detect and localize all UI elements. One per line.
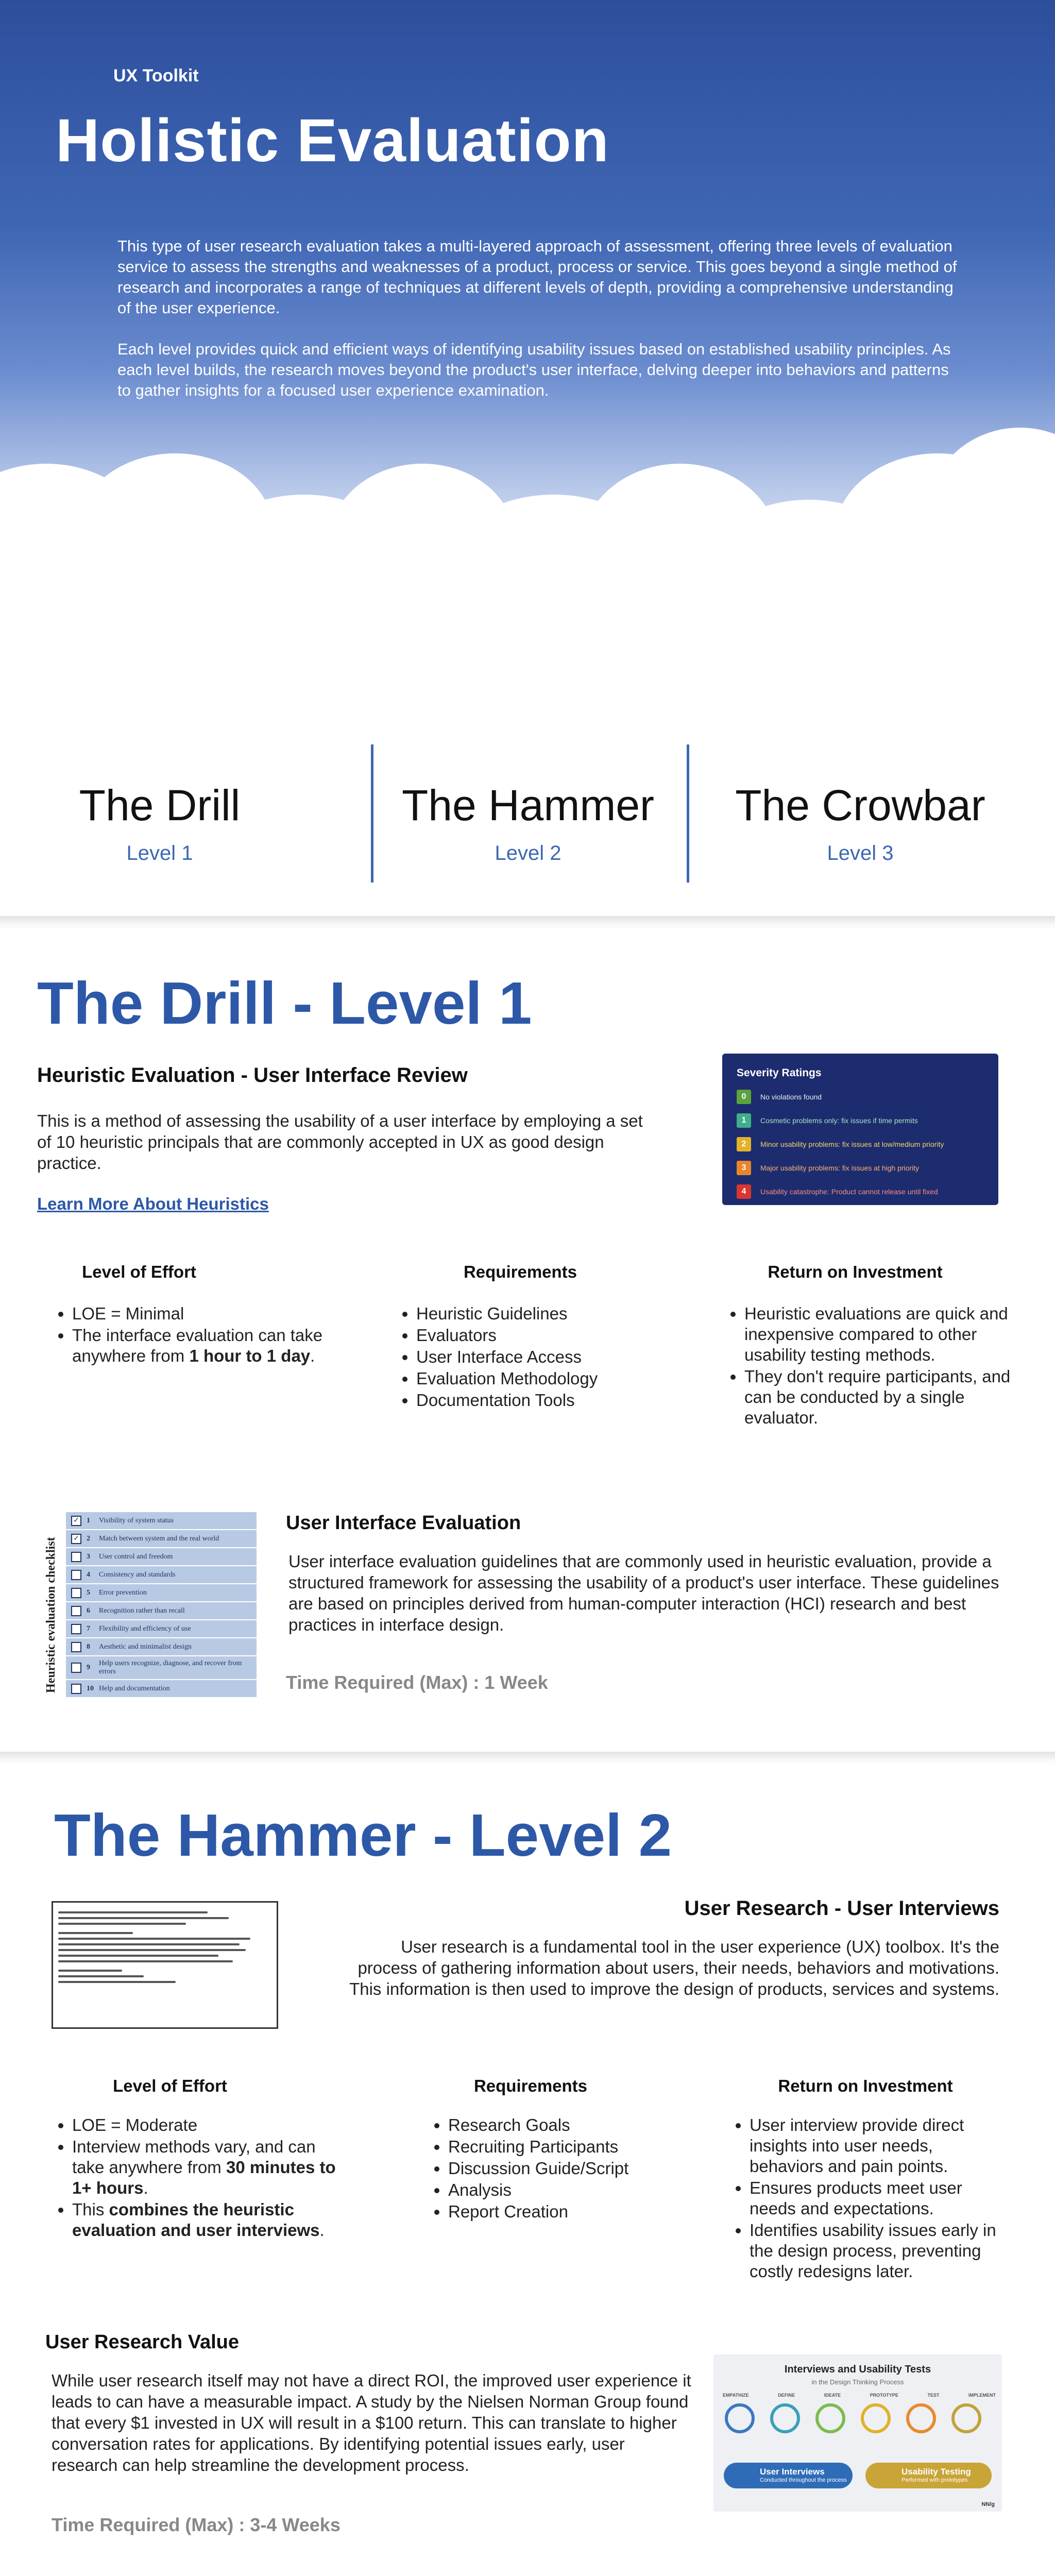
section-description: This is a method of assessing the usability of a user interface by employing a set of 10 heuristic principals that are commonly accepted in UX as good design practice.	[37, 1111, 643, 1173]
hero-paragraph-2: Each level provides quick and efficient ways of identifying usability issues based on established usability principles. As each level builds, the research moves beyond the product's user interface, delving deeper into behaviors and patterns to gather insights for a focused user experience examination.	[117, 340, 951, 399]
checklist-text: Visibility of system status	[99, 1516, 174, 1524]
section-subtitle: Heuristic Evaluation - User Interface Review	[37, 1064, 468, 1087]
checkbox-icon	[71, 1588, 81, 1598]
checklist-text: Recognition rather than recall	[99, 1606, 185, 1615]
requirement-item: • Research Goals	[448, 2115, 685, 2136]
nng-logo: NN/g	[981, 2501, 995, 2507]
stage-label: PROTOTYPE	[870, 2393, 898, 2398]
checklist-text: Flexibility and efficiency of use	[99, 1624, 191, 1633]
checklist-title: Heuristic evaluation checklist	[44, 1537, 58, 1693]
severity-ratings-card	[722, 1054, 998, 1205]
effort-heading: Level of Effort	[113, 2076, 227, 2095]
checklist-item	[66, 1512, 257, 1529]
heuristic-checklist-image	[40, 1502, 267, 1718]
checklist-item	[66, 1656, 257, 1679]
usability-testing-pill	[865, 2463, 992, 2488]
section-divider	[0, 916, 1055, 929]
checklist-number: 5	[87, 1588, 90, 1597]
roi-item: • Identifies usability issues early in the design process, preventing costly redesigns later.	[750, 2220, 1007, 2282]
effort-item: • LOE = Moderate	[72, 2115, 340, 2136]
effort-text: This	[72, 2200, 109, 2219]
severity-number: 4	[737, 1184, 751, 1199]
requirement-item: • Report Creation	[448, 2201, 685, 2222]
severity-row	[737, 1184, 984, 1199]
effort-item	[72, 2137, 340, 2198]
level-name: The Drill	[79, 781, 241, 829]
checkbox-icon	[71, 1684, 81, 1694]
severity-text: Major usability problems: fix issues at high priority	[760, 1164, 920, 1172]
severity-number: 2	[737, 1137, 751, 1151]
requirement-item: • Documentation Tools	[416, 1390, 663, 1411]
roi-heading: Return on Investment	[778, 2076, 953, 2095]
checklist-item	[66, 1620, 257, 1637]
requirement-item: • User Interface Access	[416, 1347, 663, 1367]
infographic-heading: Interviews and Usability Tests	[784, 2364, 931, 2375]
severity-number: 1	[737, 1113, 751, 1128]
page-title: Holistic Evaluation	[56, 107, 609, 175]
checklist-text: Aesthetic and minimalist design	[99, 1642, 192, 1651]
effort-text: .	[310, 1346, 315, 1365]
severity-row	[737, 1137, 984, 1151]
severity-title: Severity Ratings	[737, 1067, 822, 1079]
checklist-text: Consistency and standards	[99, 1570, 176, 1579]
severity-number: 0	[737, 1090, 751, 1104]
checkbox-icon	[71, 1552, 81, 1562]
level-nav-crowbar[interactable]	[726, 781, 994, 865]
level-label: Level 1	[126, 842, 193, 865]
infographic-title	[713, 2364, 1002, 2387]
uie-title: User Interface Evaluation	[286, 1512, 521, 1534]
roi-item: • User interview provide direct insights into user needs, behaviors and pain points.	[750, 2115, 1007, 2177]
uie-description: User interface evaluation guidelines that are commonly used in heuristic evaluation, provide a structured framework for assessing the usability of a product's user interface. These guidelines are based on principles derived from human-computer interaction (HCI) research and best practices in interface design.	[288, 1552, 999, 1634]
effort-item	[72, 1325, 330, 1366]
effort-duration: 1 hour to 1 day	[189, 1346, 311, 1365]
checkbox-icon	[71, 1570, 81, 1580]
effort-list	[52, 1303, 330, 1367]
hero-kicker: UX Toolkit	[113, 66, 199, 86]
roi-list	[724, 1303, 1012, 1429]
requirement-item: • Heuristic Guidelines	[416, 1303, 663, 1324]
stage-label: DEFINE	[778, 2393, 795, 2398]
severity-row	[737, 1113, 984, 1128]
effort-item: • LOE = Minimal	[72, 1303, 330, 1324]
requirements-heading: Requirements	[473, 2076, 588, 2095]
severity-row	[737, 1090, 984, 1104]
value-description: While user research itself may not have a direct ROI, the improved user experience it leads to can have a measurable impact. A study by the Nielsen Norman Group found that every $1 invested in UX will result in a $100 return. This can translate to higher conversation rates for applications. By identifying potential issues early, user research can help streamline the development process.	[52, 2371, 691, 2475]
severity-text: Minor usability problems: fix issues at low/medium priority	[760, 1140, 944, 1148]
checklist-item	[66, 1566, 257, 1583]
level-divider	[371, 744, 373, 883]
hero-banner	[0, 0, 1055, 598]
roi-item: • They don't require participants, and can be conducted by a single evaluator.	[744, 1366, 1012, 1428]
learn-more-heuristics-link[interactable]: Learn More About Heuristics	[37, 1194, 269, 1213]
requirement-item: • Analysis	[448, 2180, 685, 2200]
user-interviews-pill	[724, 2463, 853, 2488]
level-divider	[687, 744, 689, 883]
checklist-number: 8	[87, 1642, 90, 1651]
checklist-number: 7	[87, 1624, 90, 1633]
roi-list	[729, 2115, 1007, 2283]
pill-label: User Interviews	[760, 2467, 825, 2477]
section-title: The Drill - Level 1	[37, 970, 532, 1037]
roi-item: • Ensures products meet user needs and expectations.	[750, 2178, 1007, 2219]
checklist-item	[66, 1638, 257, 1655]
section-subtitle: User Research - User Interviews	[684, 1897, 999, 1920]
severity-row	[737, 1161, 984, 1175]
requirement-item: • Recruiting Participants	[448, 2137, 685, 2157]
requirement-item: • Evaluation Methodology	[416, 1368, 663, 1389]
effort-duration: 30 minutes to 1+ hours	[72, 2158, 336, 2197]
effort-list	[52, 2115, 340, 2242]
checklist-item	[66, 1680, 257, 1697]
checklist-number: 4	[87, 1570, 90, 1579]
level-nav-drill[interactable]	[26, 781, 294, 865]
value-title: User Research Value	[45, 2331, 240, 2353]
time-required: Time Required (Max) : 3-4 Weeks	[52, 2514, 341, 2535]
requirement-item: • Discussion Guide/Script	[448, 2158, 685, 2179]
infographic-subtitle: in the Design Thinking Process	[811, 2378, 904, 2386]
hero-paragraph-1: This type of user research evaluation takes a multi-layered approach of assessment, offering three levels of evaluation service to assess the strengths and weaknesses of a product, process or service. This goes beyond a single method of research and incorporates a range of techniques at different levels of depth, providing a comprehensive understanding of the user experience.	[117, 237, 957, 317]
roi-item: • Heuristic evaluations are quick and inexpensive compared to other usability testing methods.	[744, 1303, 1012, 1365]
level-nav-hammer[interactable]	[394, 781, 662, 865]
time-required: Time Required (Max) : 1 Week	[286, 1672, 548, 1693]
checklist-item	[66, 1530, 257, 1547]
checklist-text: Match between system and the real world	[99, 1534, 219, 1543]
checklist-text: User control and freedom	[99, 1552, 173, 1561]
severity-text: Cosmetic problems only: fix issues if time permits	[760, 1116, 918, 1125]
requirement-item: • Evaluators	[416, 1325, 663, 1346]
interview-guide-thumbnail	[52, 1901, 278, 2029]
checklist-number: 6	[87, 1606, 90, 1615]
ideate-icon	[815, 2403, 845, 2433]
pill-caption: Performed with prototypes	[901, 2477, 968, 2483]
test-icon	[906, 2403, 936, 2433]
roi-heading: Return on Investment	[768, 1262, 943, 1281]
section-description: User research is a fundamental tool in the user experience (UX) toolbox. It's the process of gathering information about users, their needs, behaviors and motivations. This information is then used to improve the design of products, services and systems.	[349, 1937, 999, 1998]
checkbox-icon	[71, 1624, 81, 1634]
checkbox-icon	[71, 1606, 81, 1616]
severity-text: No violations found	[760, 1093, 822, 1101]
checklist-number: 2	[87, 1534, 90, 1543]
effort-text: .	[319, 2221, 325, 2240]
effort-text: The interface evaluation can take anywhere from	[72, 1326, 323, 1365]
pill-caption: Conducted throughout the process	[760, 2477, 847, 2483]
checklist-item	[66, 1602, 257, 1619]
effort-emphasis: combines the heuristic evaluation and user interviews	[72, 2200, 320, 2240]
checklist-item	[66, 1548, 257, 1565]
stage-label: IMPLEMENT	[968, 2393, 996, 2398]
checklist-text: Help users recognize, diagnose, and recover from errors	[99, 1659, 242, 1675]
requirements-list	[428, 2115, 685, 2223]
checklist-text: Help and documentation	[99, 1684, 170, 1692]
effort-text: Interview methods vary, and can take anywhere from	[72, 2137, 316, 2177]
prototype-icon	[861, 2403, 891, 2433]
checklist-item	[66, 1584, 257, 1601]
checkbox-icon: ✓	[71, 1516, 81, 1526]
checkbox-icon	[71, 1642, 81, 1652]
checkbox-icon	[71, 1663, 81, 1673]
level-name: The Hammer	[401, 781, 655, 829]
checklist-text: Error prevention	[99, 1588, 147, 1597]
pill-label: Usability Testing	[901, 2467, 971, 2477]
severity-number: 3	[737, 1161, 751, 1175]
implement-icon	[951, 2403, 981, 2433]
effort-text: .	[143, 2178, 148, 2197]
checkbox-icon: ✓	[71, 1534, 81, 1544]
checklist-number: 10	[87, 1684, 94, 1692]
effort-heading: Level of Effort	[82, 1262, 196, 1281]
section-divider	[0, 1752, 1055, 1765]
stage-label: EMPATHIZE	[723, 2393, 749, 2398]
requirements-list	[396, 1303, 663, 1412]
checklist-number: 9	[87, 1664, 90, 1671]
stage-labels	[723, 2393, 996, 2398]
level-name: The Crowbar	[735, 781, 985, 829]
empathize-icon	[725, 2403, 755, 2433]
define-icon	[770, 2403, 800, 2433]
section-title: The Hammer - Level 2	[54, 1802, 672, 1869]
checklist-number: 1	[87, 1516, 90, 1524]
requirements-heading: Requirements	[463, 1262, 577, 1281]
level-label: Level 2	[495, 842, 561, 865]
stage-label: TEST	[927, 2393, 940, 2398]
design-thinking-infographic	[713, 2354, 1002, 2512]
stage-label: IDEATE	[824, 2393, 841, 2398]
effort-item	[72, 2199, 340, 2241]
checklist-number: 3	[87, 1552, 90, 1561]
severity-text: Usability catastrophe: Product cannot release until fixed	[760, 1188, 938, 1196]
level-label: Level 3	[827, 842, 894, 865]
